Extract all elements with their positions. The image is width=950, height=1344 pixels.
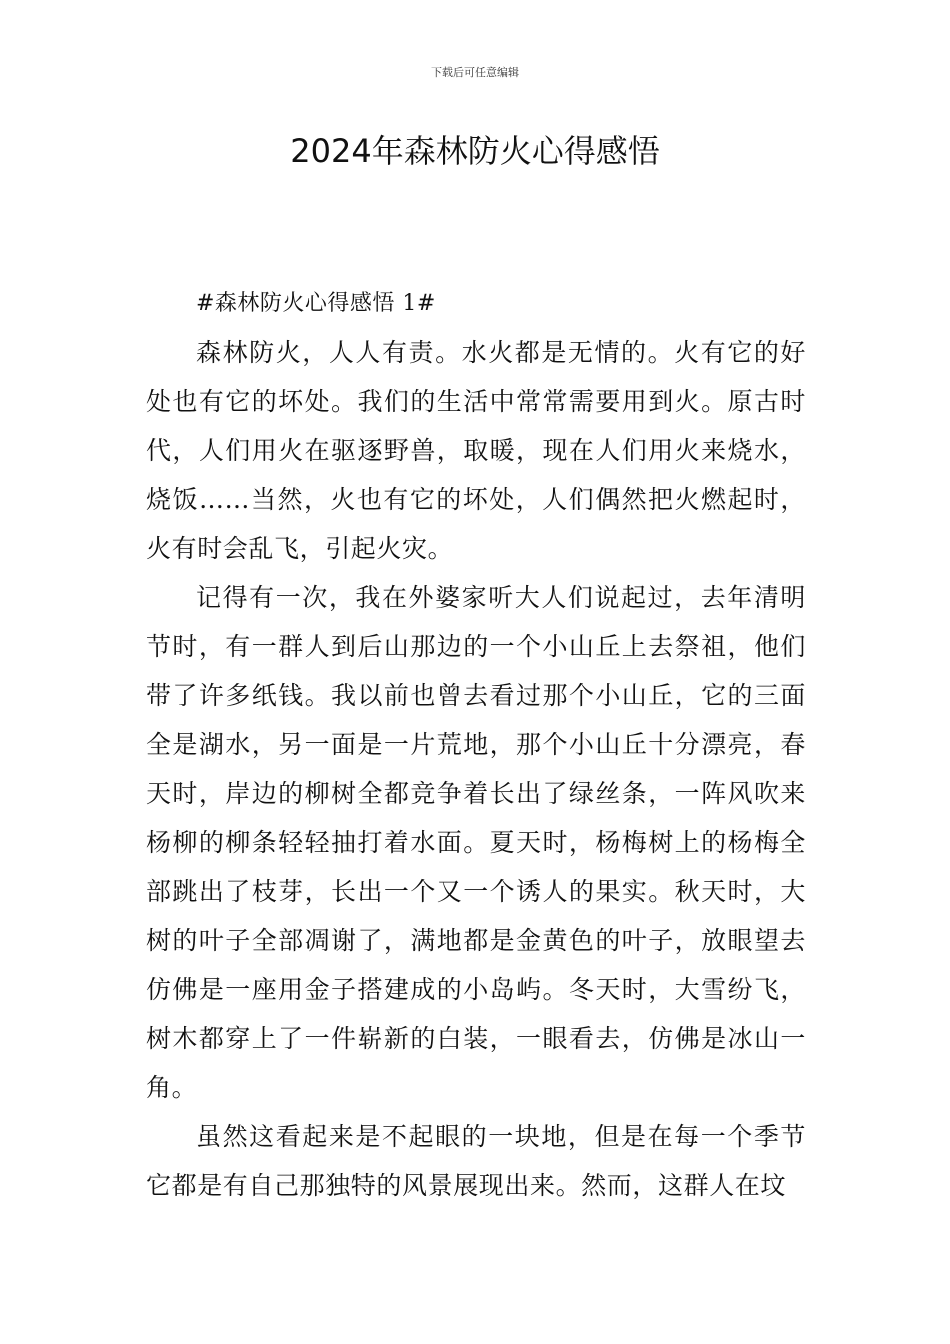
section-heading: #森林防火心得感悟 1# [196,291,436,316]
paragraph-1: 森林防火，人人有责。水火都是无情的。火有它的好处也有它的坏处。我们的生活中常常需要用到火。原古时代，人们用火在驱逐野兽，取暖，现在人们用火来烧水，烧饭……当然，火也有它的坏处，人们偶然把火燃起时，火有时会乱飞，引起火灾。 [146,338,806,563]
document-title: 2024年森林防火心得感悟 [290,132,660,170]
paragraph-2: 记得有一次，我在外婆家听大人们说起过，去年清明节时，有一群人到后山那边的一个小山丘上去祭祖，他们带了许多纸钱。我以前也曾去看过那个小山丘，它的三面全是湖水，另一面是一片荒地，那个小山丘十分漂亮，春天时，岸边的柳树全都竞争着长出了绿丝条，一阵风吹来杨柳的柳条轻轻抽打着水面。夏天时，杨梅树上的杨梅全部跳出了枝芽，长出一个又一个诱人的果实。秋天时，大树的叶子全部凋谢了，满地都是金黄色的叶子，放眼望去仿佛是一座用金子搭建成的小岛屿。冬天时，大雪纷飞，树木都穿上了一件崭新的白装，一眼看去，仿佛是冰山一角。 [146,583,806,1102]
document-body [146,279,806,1210]
page-header-note: 下载后可任意编辑 [431,66,519,79]
paragraph-3: 虽然这看起来是不起眼的一块地，但是在每一个季节它都是有自己那独特的风景展现出来。然而，这群人在坟 [146,1122,806,1200]
